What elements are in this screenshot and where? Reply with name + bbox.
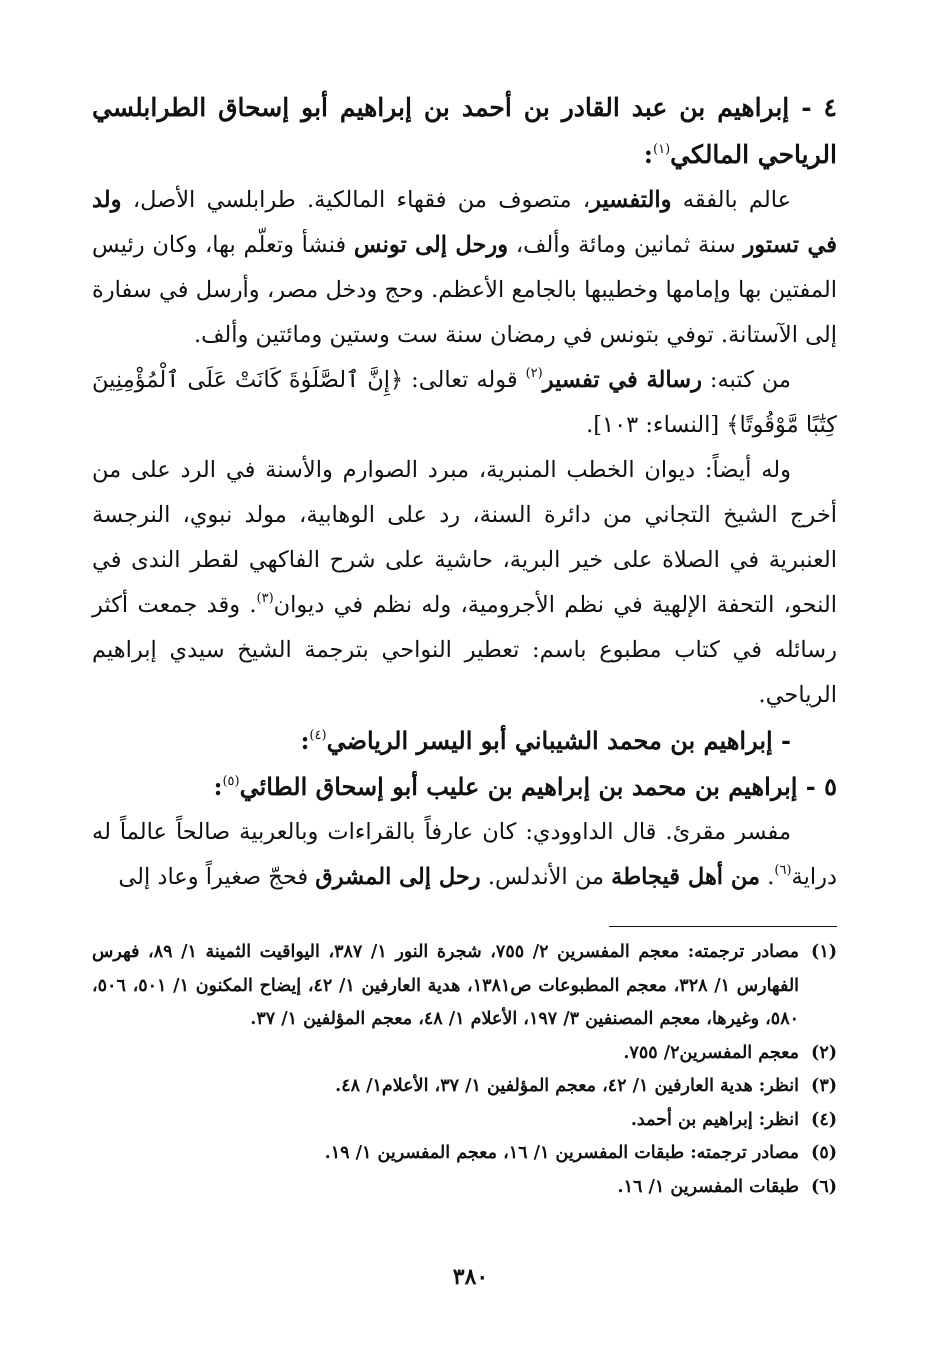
cross-reference-heading: - إبراهيم بن محمد الشيباني أبو اليسر الرياضي$^{(٤)}$: [300,726,791,755]
entry-4-other-works: وله أيضاً: ديوان الخطب المنبرية، مبرد الصوارم والأسنة في الرد على من أخرج الشيخ التجاني من دائرة السنة، رد على الوهابية، مولد نبوي، النرجسة العنبرية في الصلاة على خير البرية، حاشية على شرح الفاكهي لقطر الندى في النحو، التحفة الإلهية في نظم الأجرومية، وله نظم في ديوان$^{(٣)}$. وقد جمعت أكثر رسائله في كتاب مطبوع باسم: تعطير النواحي بترجمة الشيخ سيدي إبراهيم الرياحي. [92,457,837,708]
entry-4-works: من كتبه: رسالة في تفسير$^{(٢)}$ قوله تعالى: ﴿إِنَّ ٱلصَّلَوٰةَ كَانَتْ عَلَى ٱلْمُؤْمِنِينَ كِتَٰبًا مَّوْقُوتًا﴾ [النساء: ١٠٣]. [92,366,837,438]
footnote-text: انظر: إبراهيم بن أحمد. [630,1109,799,1130]
entry-4-heading: ٤ - إبراهيم بن عبد القادر بن أحمد بن إبراهيم أبو إسحاق الطرابلسي الرياحي المالكي$^{(١)}$: [92,93,837,169]
entry-4-name: إبراهيم بن عبد القادر بن أحمد بن إبراهيم أبو إسحاق الطرابلسي الرياحي المالكي [92,93,837,169]
entry-5-heading: ٥ - إبراهيم بن محمد بن إبراهيم بن عليب أبو إسحاق الطائي$^{(٥)}$: [213,772,837,801]
footnote-number: (٣) [811,1076,837,1096]
footnote-ref-1[interactable]: (١) [653,142,671,157]
footnote-text: معجم المفسرين٢/ ٧٥٥. [623,1042,799,1063]
footnote-ref-3[interactable]: (٣) [256,591,274,606]
footnote-ref-5[interactable]: (٥) [222,774,240,789]
footnote-text: انظر: هدية العارفين ١/ ٤٢، معجم المؤلفين ١/ ٣٧، الأعلام١/ ٤٨. [335,1076,799,1096]
footnote-separator [609,926,837,927]
footnote-4 [92,1104,837,1138]
footnote-number: (٢) [811,1042,837,1063]
footnote-3 [92,1070,837,1104]
footnote-ref-4[interactable]: (٤) [309,728,327,743]
footnote-number: (٦) [811,1176,837,1197]
verse-citation: [النساء: ١٠٣]. [586,412,727,438]
footnote-6 [92,1171,837,1205]
entry-4-number: ٤ - [801,93,837,122]
footnote-number: (١) [811,942,837,962]
footnotes [92,936,837,1204]
footnote-text: مصادر ترجمته: معجم المفسرين ٢/ ٧٥٥، شجرة النور ١/ ٣٨٧، اليواقيت الثمينة ١/ ٨٩، فهرس الفهارس ١/ ٣٢٨، معجم المطبوعات ص١٣٨١، هدية العارفين ١/ ٤٢، إيضاح المكنون ١/ ٥٠١، ٥٠٦، ٥٨٠، وغيرها، معجم المصنفين ٣/ ١٩٧، الأعلام ١/ ٤٨، معجم المؤلفين ١/ ٣٧. [92,942,800,1029]
footnote-ref-6[interactable]: (٦) [774,863,792,878]
footnote-ref-2[interactable]: (٢) [525,366,543,381]
footnote-1 [92,936,837,1037]
footnote-number: (٤) [811,1109,837,1130]
footnote-2 [92,1037,837,1071]
quran-verse: ﴿إِنَّ ٱلصَّلَوٰةَ كَانَتْ عَلَى ٱلْمُؤْمِنِينَ كِتَٰبًا مَّوْقُوتًا﴾ [92,367,837,438]
page-number: ٣٨٠ [452,1264,489,1290]
footnote-5 [92,1137,837,1171]
entry-4-biography: عالم بالفقه والتفسير، متصوف من فقهاء المالكية. طرابلسي الأصل، ولد في تستور سنة ثمانين ومائة وألف، ورحل إلى تونس فنشأ وتعلّم بها، وكان رئيس المفتين بها وإمامها وخطيبها بالجامع الأعظم. وحج ودخل مصر، وأرسل في سفارة إلى الآستانة. توفي بتونس في رمضان سنة ست وستين ومائتين وألف. [92,187,837,348]
footnote-text: طبقات المفسرين ١/ ١٦. [617,1176,799,1197]
footnote-text: مصادر ترجمته: طبقات المفسرين ١/ ١٦، معجم المفسرين ١/ ١٩. [324,1143,799,1163]
entry-5-number: ٥ - [805,772,837,801]
footnote-number: (٥) [811,1143,837,1163]
entry-5-biography: مفسر مقرئ. قال الداوودي: كان عارفاً بالقراءات وبالعربية صالحاً عالماً له دراية$^{(٦)}$. من أهل قيجاطة من الأندلس. رحل إلى المشرق فحجّ صغيراً وعاد إلى [92,819,837,890]
entry-5-name: إبراهيم بن محمد بن إبراهيم بن عليب أبو إسحاق الطائي [239,772,798,801]
